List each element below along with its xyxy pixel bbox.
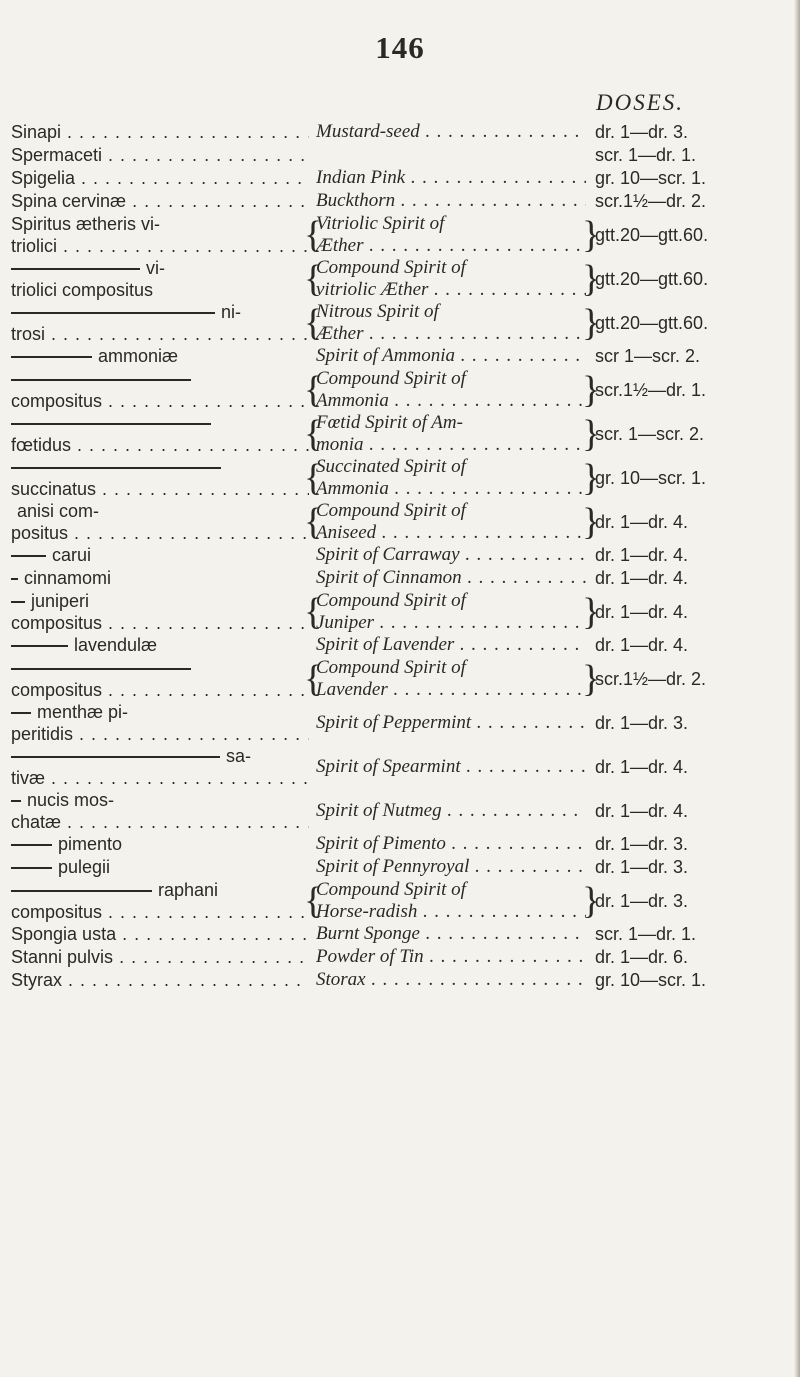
latin-name-text: sa-: [226, 746, 252, 766]
latin-name-line: [11, 257, 309, 279]
english-name-line: Compound Spirit of: [316, 657, 466, 678]
latin-name-line: [11, 789, 309, 811]
latin-name: [11, 456, 309, 500]
dose-value: dr. 1—dr. 3.: [595, 834, 689, 854]
english-name: [316, 301, 586, 345]
latin-name: [11, 167, 309, 189]
dose-value: gr. 10—scr. 1.: [595, 970, 707, 990]
english-name-line: Ammonia . . .: [316, 390, 586, 412]
table-row: [0, 590, 800, 634]
latin-name-line: [11, 121, 309, 143]
doses-column-heading: DOSES.: [596, 90, 685, 115]
dose-value: gr. 10—scr. 1.: [595, 168, 707, 188]
table-row: [0, 856, 800, 879]
latin-name-text: Spina cervinæ . . .: [11, 191, 309, 211]
english-name: [316, 833, 586, 855]
ditto-rule: [11, 467, 221, 469]
latin-name-text: pulegii: [58, 857, 111, 877]
left-brace: {: [304, 501, 323, 543]
latin-name-line: [11, 390, 309, 412]
table-row: [0, 833, 800, 856]
latin-name-line: [11, 412, 309, 434]
right-brace: }: [582, 413, 601, 455]
materia-medica-table: [0, 121, 800, 992]
english-name: [316, 590, 586, 634]
latin-name-line: [11, 522, 309, 544]
page-edge-shadow: [794, 0, 800, 1377]
english-name-line: Compound Spirit of: [316, 590, 466, 611]
dose-value: dr. 1—dr. 4.: [595, 635, 689, 655]
latin-name-text: ni-: [221, 302, 242, 322]
english-name: [316, 190, 586, 212]
latin-name-line: [11, 767, 309, 789]
english-name-line: Mustard-seed . . .: [316, 121, 586, 143]
latin-name-line: [11, 190, 309, 212]
english-name: [316, 946, 586, 968]
english-name-line: Compound Spirit of: [316, 500, 466, 521]
english-name-line: Spirit of Spearmint . . .: [316, 756, 586, 778]
latin-name-line: [11, 856, 309, 878]
latin-name-line: [11, 500, 309, 522]
ditto-rule: [11, 555, 46, 557]
dose-value: gr. 10—scr. 1.: [595, 468, 707, 488]
right-brace: }: [582, 501, 601, 543]
english-name-line: Spirit of Cinnamon . . .: [316, 567, 586, 589]
latin-name: [11, 544, 309, 566]
latin-name-line: [11, 657, 309, 679]
english-name: [316, 368, 586, 412]
latin-name: [11, 789, 309, 833]
english-name: [316, 923, 586, 945]
english-name: [316, 257, 586, 301]
english-name: [316, 544, 586, 566]
dose-value: scr.1½—dr. 2.: [595, 191, 707, 211]
left-brace: {: [304, 369, 323, 411]
ditto-rule: [11, 423, 211, 425]
english-name-line: Æther . . .: [316, 323, 586, 345]
ditto-rule: [11, 601, 25, 603]
dose-value: dr. 1—dr. 3.: [595, 713, 689, 733]
english-name: [316, 412, 586, 456]
latin-name-text: compositus . . .: [11, 902, 309, 922]
ditto-rule: [11, 578, 18, 580]
dose-value: dr. 1—dr. 3.: [595, 857, 689, 877]
table-row: [0, 634, 800, 657]
dose-value: scr. 1—dr. 1.: [595, 924, 697, 944]
latin-name-text: peritidis . . .: [11, 724, 309, 744]
ditto-rule: [11, 867, 52, 869]
english-name-line: Compound Spirit of: [316, 257, 466, 278]
english-name-line: Buckthorn . . .: [316, 190, 586, 212]
latin-name-text: fœtidus . . .: [11, 435, 309, 455]
dose-value: scr 1—scr. 2.: [595, 346, 701, 366]
dose-value: dr. 1—dr. 6.: [595, 947, 689, 967]
english-name: [316, 756, 586, 778]
latin-name-text: menthæ pi-: [37, 702, 129, 722]
dose-value: dr. 1—dr. 4.: [595, 602, 689, 622]
latin-name-line: [11, 213, 309, 235]
latin-name-text: compositus . . .: [11, 391, 309, 411]
latin-name-text: raphani: [158, 880, 219, 900]
table-row: [0, 946, 800, 969]
right-brace: }: [582, 369, 601, 411]
latin-name-text: Styrax . . .: [11, 970, 309, 990]
latin-name-line: [11, 456, 309, 478]
table-row: [0, 701, 800, 745]
english-name-line: Compound Spirit of: [316, 879, 466, 900]
latin-name-line: [11, 235, 309, 257]
right-brace: }: [582, 591, 601, 633]
latin-name-text: compositus . . .: [11, 680, 309, 700]
english-name: [316, 213, 586, 257]
table-row: [0, 567, 800, 590]
latin-name-line: [11, 345, 309, 367]
dose-value: dr. 1—dr. 4.: [595, 757, 689, 777]
english-name-line: Indian Pink . . .: [316, 167, 586, 189]
latin-name: [11, 590, 309, 634]
latin-name: [11, 969, 309, 991]
english-name-line: Spirit of Lavender . . .: [316, 634, 586, 656]
latin-name-line: [11, 723, 309, 745]
latin-name: [11, 745, 309, 789]
latin-name-text: Sinapi . . .: [11, 122, 309, 142]
latin-name-text: triolici . . .: [11, 236, 309, 256]
latin-name-text: chatæ . . .: [11, 812, 309, 832]
latin-name-line: [11, 811, 309, 833]
latin-name-line: [11, 301, 309, 323]
english-name: [316, 345, 586, 367]
english-name-line: Lavender . . .: [316, 679, 586, 701]
english-name-line: Vitriolic Spirit of: [316, 213, 445, 234]
english-name-line: Storax . . .: [316, 969, 586, 991]
latin-name-text: Spongia usta . . .: [11, 924, 309, 944]
ditto-rule: [11, 645, 68, 647]
table-row: [0, 456, 800, 500]
latin-name-line: [11, 701, 309, 723]
right-brace: }: [582, 214, 601, 256]
left-brace: {: [304, 258, 323, 300]
english-name: [316, 800, 586, 822]
latin-name: [11, 701, 309, 745]
latin-name-line: [11, 946, 309, 968]
latin-name: [11, 657, 309, 701]
table-row: [0, 213, 800, 257]
latin-name-text: compositus . . .: [11, 613, 309, 633]
table-row: [0, 544, 800, 567]
latin-name-line: [11, 969, 309, 991]
table-row: [0, 121, 800, 144]
table-row: [0, 345, 800, 368]
latin-name-line: [11, 434, 309, 456]
english-name-line: vitriolic Æther . . .: [316, 279, 586, 301]
latin-name-text: pimento: [58, 834, 123, 854]
right-brace: }: [582, 302, 601, 344]
dose-value: dr. 1—dr. 4.: [595, 568, 689, 588]
left-brace: {: [304, 658, 323, 700]
table-row: [0, 368, 800, 412]
english-name: [316, 634, 586, 656]
latin-name: [11, 144, 309, 166]
latin-name: [11, 567, 309, 589]
latin-name-text: ammoniæ: [98, 346, 179, 366]
latin-name-text: vi-: [146, 258, 165, 278]
left-brace: {: [304, 591, 323, 633]
latin-name: [11, 923, 309, 945]
ditto-rule: [11, 844, 52, 846]
english-name-line: Spirit of Peppermint . . .: [316, 712, 586, 734]
dose-value: dr. 1—dr. 4.: [595, 512, 689, 532]
dose-value: scr. 1—dr. 1.: [595, 145, 697, 165]
ditto-rule: [11, 268, 140, 270]
english-name-line: Aniseed . . .: [316, 522, 586, 544]
table-row: [0, 190, 800, 213]
table-row: [0, 789, 800, 833]
latin-name-line: [11, 323, 309, 345]
table-row: [0, 745, 800, 789]
english-name: [316, 856, 586, 878]
latin-name-text: nucis mos-: [27, 790, 115, 810]
english-name-line: Spirit of Carraway . . .: [316, 544, 586, 566]
left-brace: {: [304, 302, 323, 344]
dose-value: scr.1½—dr. 1.: [595, 380, 707, 400]
table-row: [0, 969, 800, 992]
english-name-line: Horse-radish . . .: [316, 901, 586, 923]
english-name-line: Juniper . . .: [316, 612, 586, 634]
dose-value: scr. 1—scr. 2.: [595, 424, 705, 444]
english-name: [316, 657, 586, 701]
english-name-line: Nitrous Spirit of: [316, 301, 439, 322]
latin-name-line: [11, 144, 309, 166]
latin-name-line: [11, 612, 309, 634]
right-brace: }: [582, 457, 601, 499]
latin-name-text: Spigelia . . .: [11, 168, 309, 188]
table-row: [0, 412, 800, 456]
ditto-rule: [11, 890, 152, 892]
ditto-rule: [11, 800, 21, 802]
latin-name-line: [11, 634, 309, 656]
english-name-line: Æther . . .: [316, 235, 586, 257]
english-name-line: monia . . .: [316, 434, 586, 456]
table-row: [0, 167, 800, 190]
latin-name: [11, 879, 309, 923]
left-brace: {: [304, 413, 323, 455]
table-row: [0, 500, 800, 544]
dose-value: dr. 1—dr. 3.: [595, 122, 689, 142]
latin-name: [11, 368, 309, 412]
latin-name: [11, 500, 309, 544]
english-name-line: Spirit of Pimento . . .: [316, 833, 586, 855]
latin-name-text: anisi com-: [17, 501, 100, 521]
left-brace: {: [304, 214, 323, 256]
latin-name-line: [11, 923, 309, 945]
latin-name-text: succinatus . . .: [11, 479, 309, 499]
latin-name-text: Spermaceti . . .: [11, 145, 309, 165]
english-name: [316, 879, 586, 923]
latin-name-line: [11, 279, 309, 301]
latin-name-line: [11, 745, 309, 767]
latin-name-line: [11, 901, 309, 923]
latin-name-line: [11, 590, 309, 612]
left-brace: {: [304, 880, 323, 922]
table-row: [0, 923, 800, 946]
latin-name: [11, 257, 309, 301]
english-name-line: Spirit of Ammonia . . .: [316, 345, 586, 367]
latin-name: [11, 190, 309, 212]
dose-value: dr. 1—dr. 4.: [595, 801, 689, 821]
english-name: [316, 567, 586, 589]
dose-value: dr. 1—dr. 4.: [595, 545, 689, 565]
english-name: [316, 121, 586, 143]
latin-name: [11, 213, 309, 257]
latin-name-text: juniperi: [31, 591, 90, 611]
latin-name-line: [11, 478, 309, 500]
english-name: [316, 500, 586, 544]
english-name-line: Burnt Sponge . . .: [316, 923, 586, 945]
right-brace: }: [582, 258, 601, 300]
right-brace: }: [582, 658, 601, 700]
table-row: [0, 879, 800, 923]
english-name: [316, 456, 586, 500]
english-name-line: Powder of Tin . . .: [316, 946, 586, 968]
ditto-rule: [11, 356, 92, 358]
english-name-line: Spirit of Nutmeg . . .: [316, 800, 586, 822]
ditto-rule: [11, 756, 220, 758]
english-name-line: Succinated Spirit of: [316, 456, 466, 477]
dose-value: gtt.20—gtt.60.: [595, 225, 709, 245]
table-row: [0, 301, 800, 345]
english-name-line: Compound Spirit of: [316, 368, 466, 389]
dose-value: gtt.20—gtt.60.: [595, 313, 709, 333]
latin-name: [11, 856, 309, 878]
page-number: 146: [375, 30, 425, 65]
latin-name: [11, 412, 309, 456]
dose-value: dr. 1—dr. 3.: [595, 891, 689, 911]
english-name: [316, 167, 586, 189]
latin-name-text: carui: [52, 545, 92, 565]
latin-name-text: triolici compositus: [11, 280, 154, 300]
latin-name-text: tivæ . . .: [11, 768, 309, 788]
latin-name-line: [11, 544, 309, 566]
english-name: [316, 969, 586, 991]
table-row: [0, 257, 800, 301]
latin-name-line: [11, 833, 309, 855]
latin-name-text: cinnamomi: [24, 568, 112, 588]
ditto-rule: [11, 312, 215, 314]
latin-name-line: [11, 567, 309, 589]
dose-value: scr.1½—dr. 2.: [595, 669, 707, 689]
latin-name-line: [11, 368, 309, 390]
ditto-rule: [11, 668, 191, 670]
latin-name: [11, 634, 309, 656]
english-name-line: Fœtid Spirit of Am-: [316, 412, 463, 433]
latin-name-text: Spiritus ætheris vi-: [11, 214, 161, 234]
latin-name: [11, 833, 309, 855]
english-name-line: Spirit of Pennyroyal . . .: [316, 856, 586, 878]
latin-name-line: [11, 879, 309, 901]
latin-name-line: [11, 679, 309, 701]
latin-name-text: lavendulæ: [74, 635, 158, 655]
left-brace: {: [304, 457, 323, 499]
latin-name: [11, 301, 309, 345]
latin-name-text: Stanni pulvis . . .: [11, 947, 309, 967]
ditto-rule: [11, 712, 31, 714]
latin-name: [11, 345, 309, 367]
latin-name: [11, 121, 309, 143]
latin-name-line: [11, 167, 309, 189]
latin-name-text: positus . . .: [11, 523, 309, 543]
table-row: [0, 144, 800, 167]
english-name: [316, 712, 586, 734]
english-name-line: Ammonia . . .: [316, 478, 586, 500]
latin-name: [11, 946, 309, 968]
dose-value: gtt.20—gtt.60.: [595, 269, 709, 289]
right-brace: }: [582, 880, 601, 922]
ditto-rule: [11, 379, 191, 381]
latin-name-text: trosi . . .: [11, 324, 309, 344]
table-row: [0, 657, 800, 701]
